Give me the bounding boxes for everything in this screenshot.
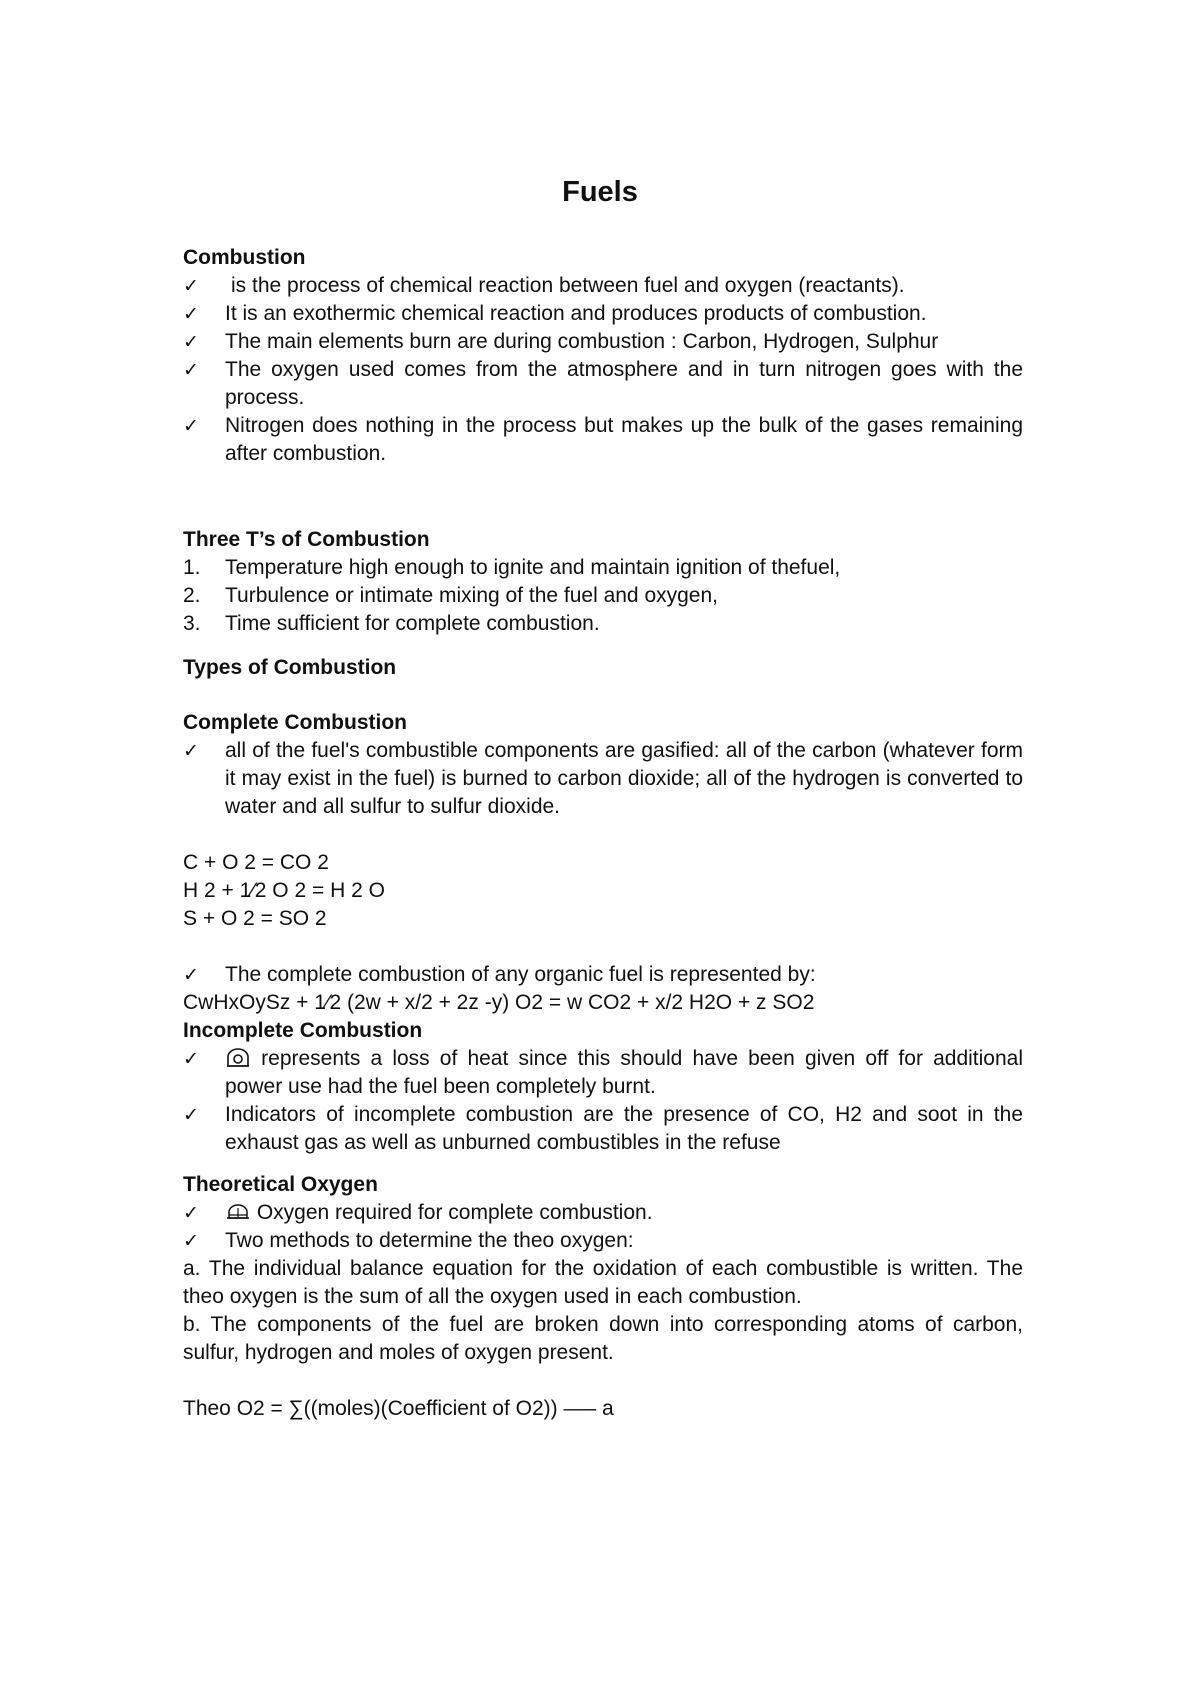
- organic-equation: CwHxOySz + 1⁄2 (2w + x/2 + 2z -y) O2 = w CO2 + x/2 H2O + z SO2: [183, 991, 815, 1014]
- list-item: [183, 737, 1023, 821]
- check-mark-icon: ✓: [183, 1202, 199, 1224]
- combustion-section: [183, 244, 1023, 468]
- page-title: Fuels: [562, 176, 638, 208]
- list-item-text: is the process of chemical reaction between fuel and oxygen (reactants).: [231, 274, 905, 297]
- check-mark-icon: ✓: [183, 415, 199, 437]
- list-item: [183, 328, 1023, 356]
- item-text: Turbulence or intimate mixing of the fuel and oxygen,: [225, 584, 718, 607]
- list-item-text: Oxygen required for complete combustion.: [256, 1201, 653, 1224]
- method-a-text: a. The individual balance equation for the oxidation of each combustible is written. The theo oxygen is the sum of all the oxygen used in each combustion.: [183, 1257, 1023, 1308]
- list-item-text: all of the fuel's combustible components are gasified: all of the carbon (whatever form it may exist in the fuel) is burned to carbon dioxide; all of the hydrogen is converted to water and all sulfur to sulfur dioxide.: [225, 739, 1023, 818]
- item-number: 3.: [183, 612, 201, 635]
- list-item: [183, 300, 1023, 328]
- equation: H 2 + 1⁄2 O 2 = H 2 O: [183, 879, 385, 902]
- section-heading-combustion: Combustion: [183, 246, 306, 269]
- three-ts-section: [183, 526, 1023, 638]
- numbered-item: [183, 610, 1023, 638]
- theoretical-oxygen-section: [183, 1171, 1023, 1423]
- check-mark-icon: ✓: [183, 1230, 199, 1252]
- check-mark-icon: ✓: [183, 331, 199, 353]
- list-item-text: Indicators of incomplete combustion are the presence of CO, H2 and soot in the exhaust gas as well as unburned combustibles in the refuse: [225, 1103, 1023, 1154]
- list-item-text: Two methods to determine the theo oxygen:: [225, 1229, 634, 1252]
- list-item: [183, 961, 1023, 989]
- check-mark-icon: ✓: [183, 740, 199, 762]
- list-item-text: The complete combustion of any organic fuel is represented by:: [225, 963, 816, 986]
- section-heading-types: Types of Combustion: [183, 656, 397, 679]
- list-item-text: Nitrogen does nothing in the process but makes up the bulk of the gases remaining after combustion.: [225, 414, 1023, 465]
- list-item-text: It is an exothermic chemical reaction and produces products of combustion.: [225, 302, 927, 325]
- list-item: [183, 272, 1023, 300]
- complete-combustion-section: [183, 709, 1023, 1017]
- oxygen-symbol-icon: [225, 1202, 251, 1222]
- method-b-text: b. The components of the fuel are broken down into corresponding atoms of carbon, sulfur, hydrogen and moles of oxygen present.: [183, 1313, 1023, 1364]
- numbered-item: [183, 554, 1023, 582]
- section-heading-three-ts: Three T’s of Combustion: [183, 528, 430, 551]
- theo-formula: Theo O2 = ∑((moles)(Coefficient of O2)) —– a: [183, 1397, 614, 1420]
- list-item-text: The oxygen used comes from the atmosphere and in turn nitrogen goes with the process.: [225, 358, 1023, 409]
- check-mark-icon: ✓: [183, 275, 199, 297]
- section-heading-theoretical: Theoretical Oxygen: [183, 1173, 378, 1196]
- item-text: Time sufficient for complete combustion.: [225, 612, 600, 635]
- equation: S + O 2 = SO 2: [183, 907, 327, 930]
- list-item: [183, 1045, 1023, 1101]
- warning-symbol-icon: [225, 1048, 251, 1068]
- list-item: [183, 1199, 1023, 1227]
- list-item: [183, 1227, 1023, 1255]
- item-number: 1.: [183, 556, 201, 579]
- list-item: [183, 412, 1023, 468]
- section-heading-incomplete: Incomplete Combustion: [183, 1019, 423, 1042]
- list-item: [183, 1101, 1023, 1157]
- list-item: [183, 356, 1023, 412]
- item-number: 2.: [183, 584, 201, 607]
- check-mark-icon: ✓: [183, 359, 199, 381]
- equation: C + O 2 = CO 2: [183, 851, 329, 874]
- item-text: Temperature high enough to ignite and maintain ignition of thefuel,: [225, 556, 841, 579]
- incomplete-combustion-section: [183, 1017, 1023, 1157]
- list-item-text: represents a loss of heat since this should have been given off for additional power use had the fuel been completely burnt.: [225, 1047, 1023, 1098]
- check-mark-icon: ✓: [183, 964, 199, 986]
- check-mark-icon: ✓: [183, 1048, 199, 1070]
- list-item-text: The main elements burn are during combustion : Carbon, Hydrogen, Sulphur: [225, 330, 939, 353]
- check-mark-icon: ✓: [183, 303, 199, 325]
- section-heading-complete: Complete Combustion: [183, 711, 407, 734]
- check-mark-icon: ✓: [183, 1104, 199, 1126]
- numbered-item: [183, 582, 1023, 610]
